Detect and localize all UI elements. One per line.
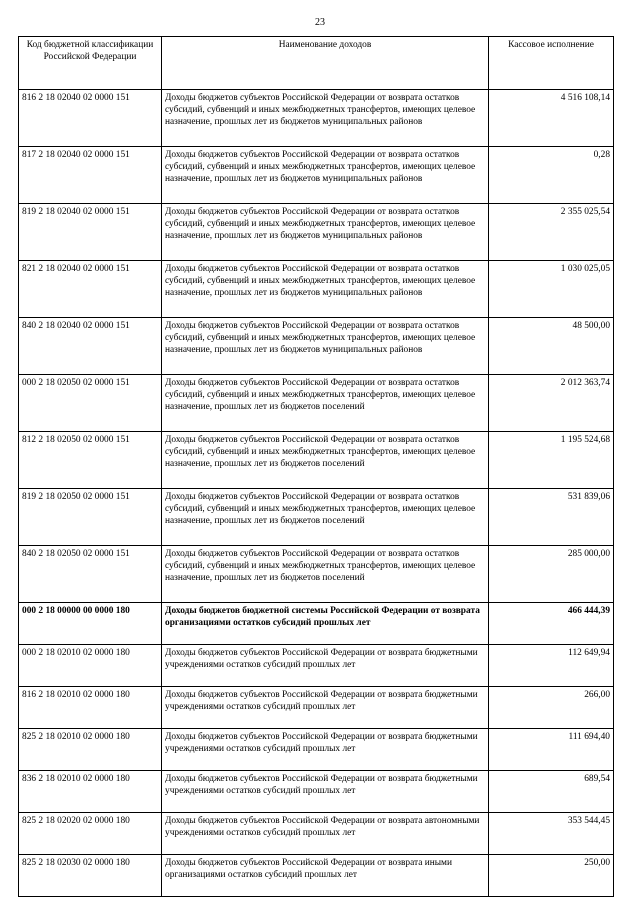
row-code: 825 2 18 02020 02 0000 180	[19, 813, 162, 855]
column-header-name: Наименование доходов	[162, 37, 489, 90]
row-name: Доходы бюджетов субъектов Российской Федерации от возврата остатков субсидий, субвенций и иных межбюджетных трансфертов, имеющих целевое назначение, прошлых лет из бюджетов муниципальных районов	[162, 261, 489, 318]
row-amount: 466 444,39	[489, 603, 614, 645]
row-code: 840 2 18 02040 02 0000 151	[19, 318, 162, 375]
row-name: Доходы бюджетов субъектов Российской Федерации от возврата остатков субсидий, субвенций и иных межбюджетных трансфертов, имеющих целевое назначение, прошлых лет из бюджетов муниципальных районов	[162, 90, 489, 147]
row-amount: 48 500,00	[489, 318, 614, 375]
page-number: 23	[315, 17, 325, 28]
revenue-table	[18, 36, 614, 897]
row-code: 816 2 18 02010 02 0000 180	[19, 687, 162, 729]
row-code: 825 2 18 02030 02 0000 180	[19, 855, 162, 897]
row-name: Доходы бюджетов субъектов Российской Федерации от возврата бюджетными учреждениями остатков субсидий прошлых лет	[162, 645, 489, 687]
table-row	[19, 90, 614, 147]
row-amount: 1 030 025,05	[489, 261, 614, 318]
row-amount: 531 839,06	[489, 489, 614, 546]
column-header-code: Код бюджетной классификации Российской Федерации	[19, 37, 162, 90]
row-code: 812 2 18 02050 02 0000 151	[19, 432, 162, 489]
table-row	[19, 489, 614, 546]
row-code: 000 2 18 02050 02 0000 151	[19, 375, 162, 432]
row-amount: 112 649,94	[489, 645, 614, 687]
table-row	[19, 687, 614, 729]
table-row	[19, 432, 614, 489]
table-row	[19, 261, 614, 318]
row-name: Доходы бюджетов субъектов Российской Федерации от возврата остатков субсидий, субвенций и иных межбюджетных трансфертов, имеющих целевое назначение, прошлых лет из бюджетов муниципальных районов	[162, 204, 489, 261]
table-row	[19, 147, 614, 204]
row-code: 819 2 18 02040 02 0000 151	[19, 204, 162, 261]
row-code: 819 2 18 02050 02 0000 151	[19, 489, 162, 546]
row-code: 000 2 18 02010 02 0000 180	[19, 645, 162, 687]
row-amount: 2 355 025,54	[489, 204, 614, 261]
row-name: Доходы бюджетов субъектов Российской Федерации от возврата автономными учреждениями остатков субсидий прошлых лет	[162, 813, 489, 855]
row-amount: 266,00	[489, 687, 614, 729]
row-amount: 285 000,00	[489, 546, 614, 603]
table-row	[19, 645, 614, 687]
row-code: 840 2 18 02050 02 0000 151	[19, 546, 162, 603]
table-row	[19, 729, 614, 771]
row-name: Доходы бюджетов бюджетной системы Российской Федерации от возврата организациями остатков субсидий прошлых лет	[162, 603, 489, 645]
row-amount: 4 516 108,14	[489, 90, 614, 147]
row-amount: 2 012 363,74	[489, 375, 614, 432]
row-amount: 111 694,40	[489, 729, 614, 771]
row-code: 817 2 18 02040 02 0000 151	[19, 147, 162, 204]
row-amount: 353 544,45	[489, 813, 614, 855]
row-name: Доходы бюджетов субъектов Российской Федерации от возврата остатков субсидий, субвенций и иных межбюджетных трансфертов, имеющих целевое назначение, прошлых лет из бюджетов поселений	[162, 546, 489, 603]
table-row	[19, 375, 614, 432]
row-name: Доходы бюджетов субъектов Российской Федерации от возврата остатков субсидий, субвенций и иных межбюджетных трансфертов, имеющих целевое назначение, прошлых лет из бюджетов поселений	[162, 375, 489, 432]
table-row	[19, 204, 614, 261]
row-name: Доходы бюджетов субъектов Российской Федерации от возврата бюджетными учреждениями остатков субсидий прошлых лет	[162, 687, 489, 729]
row-code: 821 2 18 02040 02 0000 151	[19, 261, 162, 318]
table-row	[19, 318, 614, 375]
table-body	[19, 90, 614, 897]
table-row	[19, 771, 614, 813]
row-name: Доходы бюджетов субъектов Российской Федерации от возврата бюджетными учреждениями остатков субсидий прошлых лет	[162, 771, 489, 813]
row-amount: 0,28	[489, 147, 614, 204]
row-code: 836 2 18 02010 02 0000 180	[19, 771, 162, 813]
row-name: Доходы бюджетов субъектов Российской Федерации от возврата остатков субсидий, субвенций и иных межбюджетных трансфертов, имеющих целевое назначение, прошлых лет из бюджетов муниципальных районов	[162, 147, 489, 204]
table-row	[19, 855, 614, 897]
table-row	[19, 603, 614, 645]
row-name: Доходы бюджетов субъектов Российской Федерации от возврата остатков субсидий, субвенций и иных межбюджетных трансфертов, имеющих целевое назначение, прошлых лет из бюджетов муниципальных районов	[162, 318, 489, 375]
row-name: Доходы бюджетов субъектов Российской Федерации от возврата остатков субсидий, субвенций и иных межбюджетных трансфертов, имеющих целевое назначение, прошлых лет из бюджетов поселений	[162, 489, 489, 546]
row-name: Доходы бюджетов субъектов Российской Федерации от возврата остатков субсидий, субвенций и иных межбюджетных трансфертов, имеющих целевое назначение, прошлых лет из бюджетов поселений	[162, 432, 489, 489]
row-code: 825 2 18 02010 02 0000 180	[19, 729, 162, 771]
row-code: 816 2 18 02040 02 0000 151	[19, 90, 162, 147]
column-header-amount: Кассовое исполнение	[489, 37, 614, 90]
row-name: Доходы бюджетов субъектов Российской Федерации от возврата иными организациями остатков субсидий прошлых лет	[162, 855, 489, 897]
table-row	[19, 546, 614, 603]
row-code: 000 2 18 00000 00 0000 180	[19, 603, 162, 645]
row-amount: 689,54	[489, 771, 614, 813]
row-name: Доходы бюджетов субъектов Российской Федерации от возврата бюджетными учреждениями остатков субсидий прошлых лет	[162, 729, 489, 771]
row-amount: 1 195 524,68	[489, 432, 614, 489]
table-header-row	[19, 37, 614, 90]
table-row	[19, 813, 614, 855]
row-amount: 250,00	[489, 855, 614, 897]
